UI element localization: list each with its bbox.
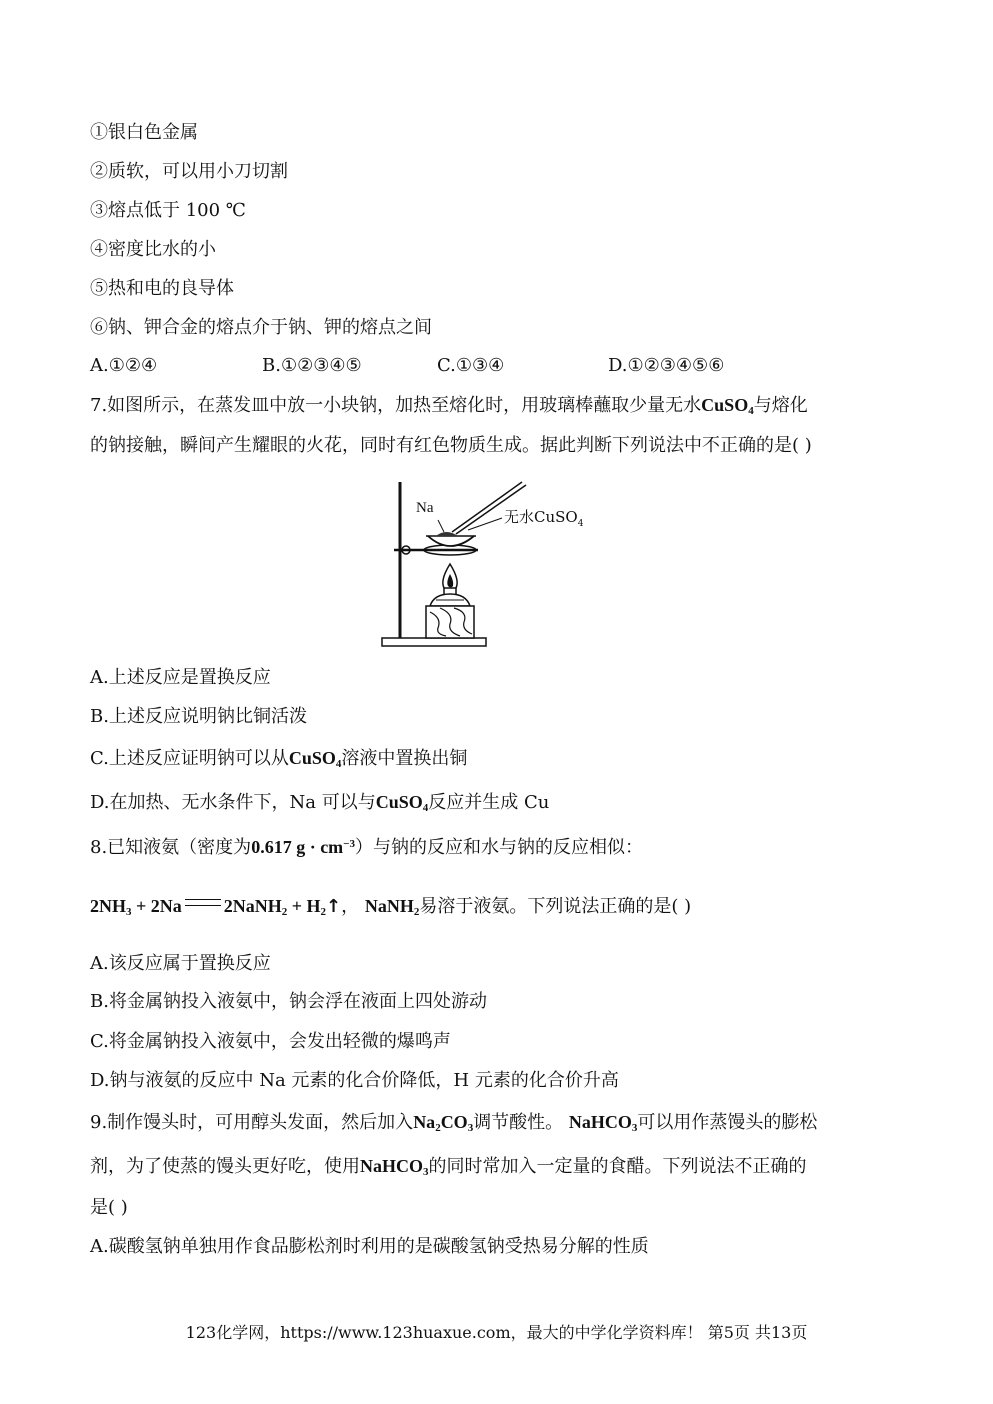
q7-option-d: D.在加热、无水条件下，Na 可以与CuSO$_4$反应并生成 Cu bbox=[90, 792, 550, 814]
q7-stem-line2: 的钠接触，瞬间产生耀眼的火花，同时有红色物质生成。据此判断下列说法中不正确的是( ) bbox=[90, 435, 812, 456]
q9-option-a: A.碳酸氢钠单独用作食品膨松剂时利用的是碳酸氢钠受热易分解的性质 bbox=[90, 1236, 649, 1257]
q6-option-a: A.①②④ bbox=[90, 355, 158, 376]
q8-equation-line: $2NH_3 + 2Na$ 2NaNH$_2$ + $H_2↑$， NaNH$_2$易溶于液氨。下列说法正确的是( ) bbox=[90, 896, 692, 918]
experiment-apparatus-figure bbox=[380, 478, 620, 650]
q9-stem-line2: 剂，为了使蒸的馒头更好吃，使用NaHCO$_3$的同时常加入一定量的食醋。下列说法不正确的 bbox=[90, 1156, 807, 1178]
q6-options bbox=[90, 354, 890, 378]
list-item-3: ③熔点低于 100 ℃ bbox=[90, 200, 246, 221]
q9-stem-line3: 是( ) bbox=[90, 1197, 128, 1218]
q7-text-tail: 与熔化 bbox=[753, 395, 808, 416]
nahco3-formula: NaHCO$_3$ bbox=[568, 1112, 638, 1134]
label-na: Na bbox=[416, 500, 434, 516]
equals-sign bbox=[185, 897, 221, 909]
q8-option-b: B.将金属钠投入液氨中，钠会浮在液面上四处游动 bbox=[90, 991, 487, 1012]
q6-option-d: D.①②③④⑤⑥ bbox=[608, 355, 725, 376]
nahco3-formula: NaHCO$_3$ bbox=[360, 1156, 429, 1178]
list-item-4: ④密度比水的小 bbox=[90, 239, 216, 260]
list-item-2: ②质软，可以用小刀切割 bbox=[90, 161, 288, 182]
q8-option-a: A.该反应属于置换反应 bbox=[90, 953, 271, 974]
list-item-6: ⑥钠、钾合金的熔点介于钠、钾的熔点之间 bbox=[90, 317, 432, 338]
cuso4-formula: CuSO$_4$ bbox=[375, 792, 429, 814]
q9-stem-line1: 9.制作馒头时，可用醇头发面，然后加入$Na_2CO_3$调节酸性。 NaHCO$_3$可以用作蒸馒头的膨松 bbox=[90, 1112, 818, 1134]
sodium-piece bbox=[436, 532, 458, 536]
q7-option-a: A.上述反应是置换反应 bbox=[90, 667, 271, 688]
cuso4-formula: CuSO$_4$ bbox=[288, 748, 342, 770]
label-anhydrous-cuso4: 无水CuSO$_4$ bbox=[504, 508, 584, 529]
q6-option-c: C.①③④ bbox=[437, 355, 505, 376]
reaction-equation: $2NH_3 + 2Na$ 2NaNH$_2$ + $H_2↑$ bbox=[90, 896, 342, 918]
page-footer: 123化学网，https://www.123huaxue.com，最大的中学化学资料库！ 第5页 共13页 bbox=[185, 1323, 808, 1342]
q7-text: 7.如图所示，在蒸发皿中放一小块钠，加热至熔化时，用玻璃棒蘸取少量无水 bbox=[90, 395, 702, 416]
q7-option-c: C.上述反应证明钠可以从CuSO$_4$溶液中置换出铜 bbox=[90, 748, 468, 770]
q6-option-b: B.①②③④⑤ bbox=[262, 355, 362, 376]
q8-option-c: C.将金属钠投入液氨中，会发出轻微的爆鸣声 bbox=[90, 1031, 451, 1052]
q7-stem-line1 bbox=[90, 393, 808, 423]
list-item-5: ⑤热和电的良导体 bbox=[90, 278, 234, 299]
density-value: 0.617 $g \cdot cm^{-3}$ bbox=[251, 837, 355, 857]
nanh2-formula: NaNH$_2$ bbox=[364, 896, 420, 918]
q8-stem-line1: 8.已知液氨（密度为0.617 $g \cdot cm^{-3}$）与钠的反应和水与钠的反应相似： bbox=[90, 837, 643, 858]
cuso4-formula: CuSO$_4$ bbox=[701, 395, 754, 417]
q8-option-d: D.钠与液氨的反应中 Na 元素的化合价降低，H 元素的化合价升高 bbox=[90, 1070, 619, 1091]
list-item-1: ①银白色金属 bbox=[90, 122, 198, 143]
na2co3-formula: $Na_2CO_3$ bbox=[413, 1112, 474, 1134]
q7-option-b: B.上述反应说明钠比铜活泼 bbox=[90, 706, 307, 727]
